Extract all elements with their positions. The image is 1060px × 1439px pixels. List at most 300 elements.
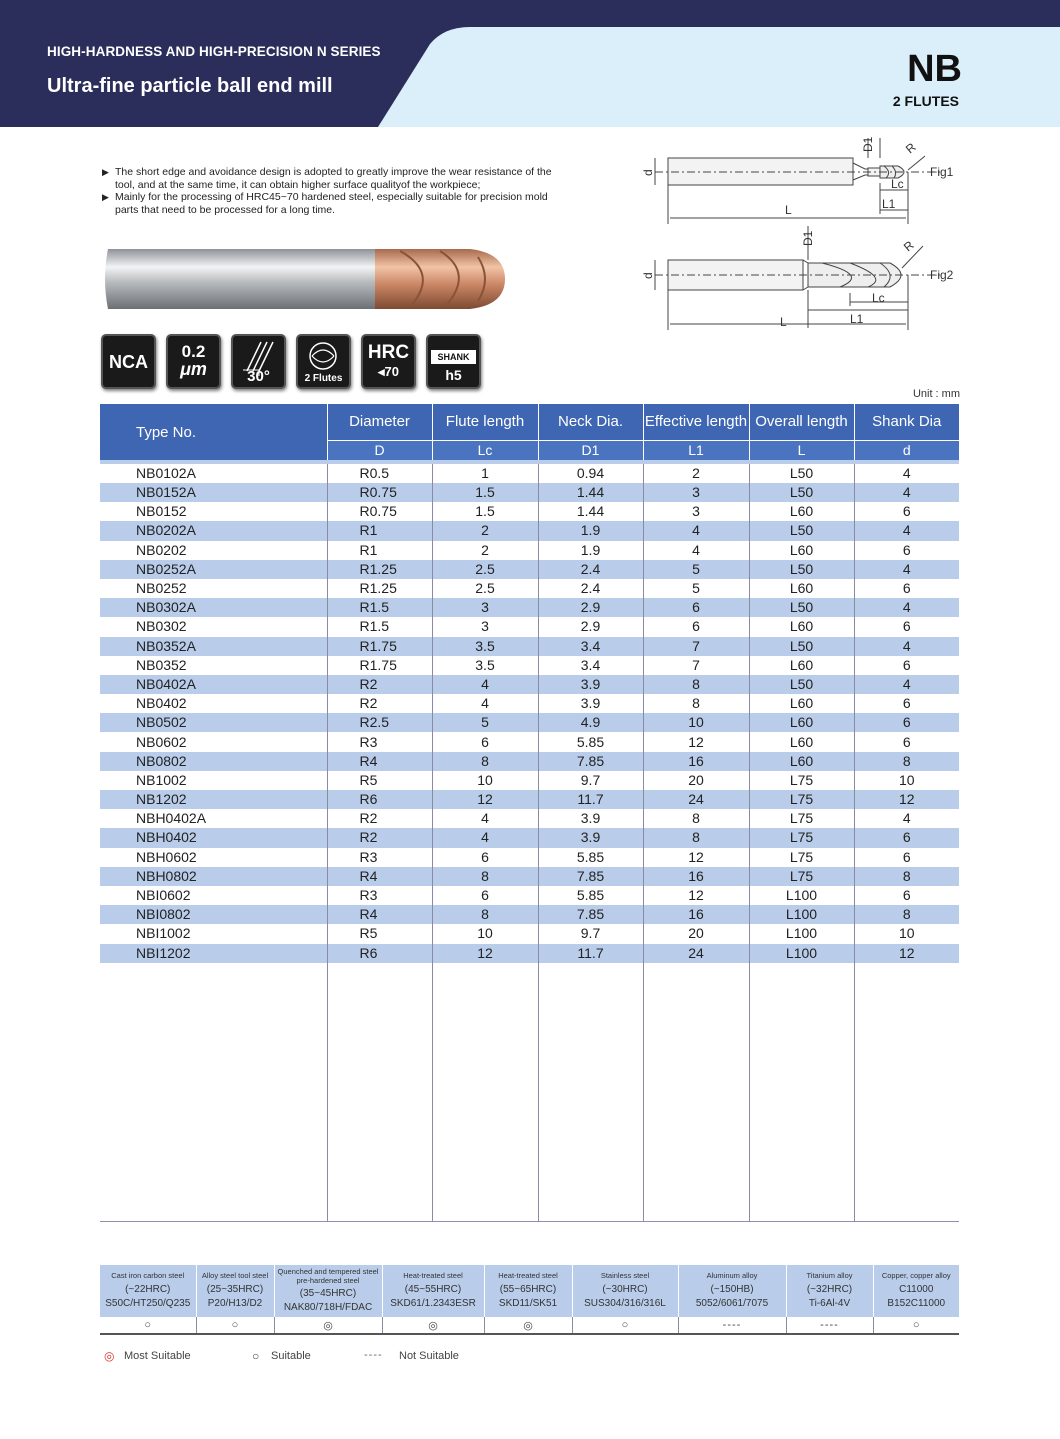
unit-label: Unit : mm (912, 388, 960, 400)
cell-shank-dia: 6 (902, 733, 911, 750)
cell-overall-length: L75 (749, 809, 854, 828)
cell-diameter: R2 (327, 675, 432, 694)
description-item: ▶ The short edge and avoidance design is adopted to greatly improve the wear resistance of the tool, and at the same time, it can obtain higher surface qualityof the workpiece; (102, 166, 572, 191)
table-row (100, 560, 959, 579)
most-suitable-icon: ◎ (274, 1317, 382, 1334)
cell-type-no: NB0202 (100, 541, 327, 560)
cell-flute-length: 4 (432, 694, 538, 713)
cell-flute-length: 5 (432, 713, 538, 732)
fig1-dim-d: d (641, 169, 655, 176)
table-row (100, 675, 959, 694)
material-hardness: (45~55HRC) (404, 1283, 462, 1295)
cell-shank-dia: 4 (854, 637, 959, 656)
cell-type-no: NB0802 (100, 752, 327, 771)
cell-neck-dia: 2.9 (538, 598, 643, 617)
cell-overall-length: L50 (749, 462, 854, 483)
cell-neck-dia: 1.9 (538, 521, 643, 540)
shank-tolerance-icon (426, 334, 481, 389)
product-code: NB (907, 48, 962, 90)
cell-type-no: NB1002 (100, 771, 327, 790)
cell-type-no: NB0302 (100, 617, 327, 636)
roughness-icon (166, 334, 221, 389)
cell-neck-dia: 1.44 (538, 502, 643, 521)
description-item: ▶ Mainly for the processing of HRC45~70 hardened steel, especially suitable for precision mold parts that need to be processed for a long time. (102, 191, 572, 216)
cell-flute-length: 4 (432, 675, 538, 694)
cell-type-no: NBH0602 (100, 848, 327, 867)
material-grades: B152C11000 (887, 1297, 946, 1309)
cell-type-no: NB0202A (100, 521, 327, 540)
fig1-dim-lc: Lc (891, 177, 904, 191)
cell-diameter: R2 (327, 809, 432, 828)
cell-diameter: R3 (327, 732, 432, 751)
cell-overall-length: L50 (749, 675, 854, 694)
cell-overall-length: L100 (749, 905, 854, 924)
cell-neck-dia: 5.85 (538, 732, 643, 751)
cell-diameter: R6 (327, 944, 432, 963)
cell-shank-dia: 6 (902, 695, 911, 712)
cell-flute-length: 4 (432, 828, 538, 847)
cell-effective-length: 8 (643, 694, 749, 713)
material-name: Cast iron carbon steel (111, 1271, 185, 1281)
material-grades: SKD11/SK51 (498, 1297, 558, 1309)
cell-diameter: R3 (327, 886, 432, 905)
fig2-dim-l: L (780, 315, 787, 329)
cell-effective-length: 24 (643, 790, 749, 809)
cell-effective-length: 5 (643, 579, 749, 598)
cell-neck-dia: 5.85 (538, 848, 643, 867)
table-row (100, 617, 959, 636)
legend-suitable: Suitable (271, 1350, 311, 1362)
fig1-dim-r: R (902, 139, 919, 157)
empty-cell (327, 963, 432, 1222)
cell-flute-length: 1 (432, 462, 538, 483)
cell-effective-length: 12 (643, 732, 749, 751)
table-row (100, 694, 959, 713)
cell-effective-length: 10 (643, 713, 749, 732)
description (102, 166, 572, 216)
cell-flute-length: 3 (432, 598, 538, 617)
cell-neck-dia: 3.4 (538, 637, 643, 656)
table-row (100, 867, 959, 886)
cell-type-no: NB0152 (100, 502, 327, 521)
cell-diameter: R1 (327, 521, 432, 540)
cell-overall-length: L75 (749, 790, 854, 809)
suitable-icon: ○ (572, 1317, 678, 1334)
table-filler-row (100, 963, 959, 1222)
cell-effective-length: 16 (643, 867, 749, 886)
table-row (100, 483, 959, 502)
cell-flute-length: 6 (432, 886, 538, 905)
cell-neck-dia: 3.9 (538, 694, 643, 713)
table-row (100, 732, 959, 751)
fig2-dim-r: R (900, 237, 917, 255)
cell-flute-length: 1.5 (432, 483, 538, 502)
material-column (484, 1265, 572, 1317)
material-rating-row (100, 1317, 959, 1334)
suitable-icon: ○ (100, 1317, 196, 1334)
material-name: Aluminum alloy (706, 1271, 758, 1281)
fig2-dim-l1: L1 (850, 312, 864, 326)
cell-type-no: NB0302A (100, 598, 327, 617)
cell-overall-length: L50 (749, 637, 854, 656)
cell-diameter: R1 (327, 541, 432, 560)
cell-diameter: R2 (327, 828, 432, 847)
cell-type-no: NB0352A (100, 637, 327, 656)
cell-overall-length: L60 (749, 502, 854, 521)
cell-flute-length: 3.5 (432, 656, 538, 675)
cell-neck-dia: 3.9 (538, 675, 643, 694)
flute-count: 2 FLUTES (892, 93, 959, 109)
material-name: Alloy steel tool steel (201, 1271, 269, 1281)
shank-label: SHANK (437, 352, 470, 362)
cell-diameter: R2.5 (327, 713, 432, 732)
table-row (100, 771, 959, 790)
fig1-dim-l1: L1 (882, 197, 896, 211)
col-symbol-lc: Lc (432, 440, 538, 462)
cell-shank-dia: 6 (854, 828, 959, 847)
legend-not-suitable: Not Suitable (399, 1350, 459, 1362)
cell-effective-length: 12 (643, 848, 749, 867)
cell-effective-length: 24 (643, 944, 749, 963)
cell-shank-dia: 12 (854, 944, 959, 963)
suitable-icon: ○ (196, 1317, 274, 1334)
cell-effective-length: 16 (643, 752, 749, 771)
cell-overall-length: L50 (749, 483, 854, 502)
table-row (100, 905, 959, 924)
cell-neck-dia: 11.7 (538, 790, 643, 809)
cell-shank-dia: 8 (854, 867, 959, 886)
cell-effective-length: 16 (643, 905, 749, 924)
cell-overall-length: L75 (749, 848, 854, 867)
cell-shank-dia: 4 (854, 483, 959, 502)
cell-overall-length: L75 (749, 771, 854, 790)
suitable-icon: ○ (252, 1349, 260, 1363)
cell-shank-dia: 4 (854, 560, 959, 579)
cell-flute-length: 10 (432, 771, 538, 790)
cell-flute-length: 3 (432, 617, 538, 636)
cell-overall-length: L100 (749, 886, 854, 905)
cell-type-no: NB0252A (100, 560, 327, 579)
series-title: HIGH-HARDNESS AND HIGH-PRECISION N SERIES (47, 44, 381, 59)
cell-type-no: NB0252 (100, 579, 327, 598)
cell-flute-length: 3.5 (432, 637, 538, 656)
cell-shank-dia: 12 (854, 790, 959, 809)
material-grades: NAK80/718H/FDAC (283, 1302, 373, 1313)
cell-flute-length: 8 (432, 752, 538, 771)
cell-diameter: R0.75 (327, 483, 432, 502)
cell-neck-dia: 9.7 (538, 771, 643, 790)
cell-diameter: R5 (327, 924, 432, 943)
cell-shank-dia: 6 (902, 580, 911, 597)
empty-cell (100, 963, 327, 1222)
cell-flute-length: 10 (432, 924, 538, 943)
cell-neck-dia: 3.9 (538, 809, 643, 828)
material-hardness: (55~65HRC) (499, 1283, 557, 1295)
material-grades: 5052/6061/7075 (695, 1297, 769, 1309)
cell-shank-dia: 6 (902, 848, 911, 865)
col-header-effective-length: Effective length (643, 404, 749, 440)
cell-diameter: R4 (327, 905, 432, 924)
material-grades: SKD61/1.2343ESR (390, 1297, 476, 1309)
cell-shank-dia: 8 (854, 752, 959, 771)
material-column (382, 1265, 484, 1317)
cell-diameter: R4 (327, 752, 432, 771)
not-suitable-icon: ---- (364, 1349, 383, 1361)
cell-type-no: NBH0402 (100, 828, 327, 847)
table-row (100, 886, 959, 905)
suitable-icon: ○ (873, 1317, 959, 1334)
material-hardness: (~30HRC) (602, 1283, 648, 1295)
table-row (100, 713, 959, 732)
cell-diameter: R4 (327, 867, 432, 886)
cell-flute-length: 2.5 (432, 579, 538, 598)
cell-shank-dia: 8 (854, 905, 959, 924)
cell-shank-dia: 4 (854, 462, 959, 483)
cell-neck-dia: 7.85 (538, 867, 643, 886)
spec-table (100, 404, 959, 1222)
material-grades: Ti-6Al-4V (808, 1297, 851, 1309)
legend-most-suitable: Most Suitable (124, 1350, 191, 1362)
cell-neck-dia: 7.85 (538, 752, 643, 771)
material-grades: SUS304/316/316L (584, 1297, 666, 1309)
fig2-dim-lc: Lc (872, 291, 885, 305)
material-hardness: (25~35HRC) (206, 1283, 264, 1295)
material-name: Titanium alloy (806, 1271, 853, 1281)
cell-neck-dia: 4.9 (538, 713, 643, 732)
empty-cell (432, 963, 538, 1222)
coating-label: NCA (109, 352, 148, 372)
table-row (100, 924, 959, 943)
fig1-label: Fig1 (930, 165, 954, 179)
col-symbol-l: L (749, 440, 854, 462)
hrc-label: HRC (367, 342, 410, 363)
cell-neck-dia: 3.4 (538, 656, 643, 675)
cell-type-no: NBH0402A (100, 809, 327, 828)
cell-type-no: NB0602 (100, 732, 327, 751)
material-column (678, 1265, 786, 1317)
empty-cell (538, 963, 643, 1222)
cell-diameter: R0.5 (327, 462, 432, 483)
cell-overall-length: L75 (749, 867, 854, 886)
cell-shank-dia: 10 (898, 771, 915, 788)
table-row (100, 637, 959, 656)
cell-overall-length: L50 (749, 560, 854, 579)
cell-shank-dia: 4 (854, 521, 959, 540)
col-header-type: Type No. (100, 404, 327, 462)
fig2-dim-d1: D1 (801, 230, 815, 246)
cell-type-no: NBH0802 (100, 867, 327, 886)
cell-effective-length: 3 (643, 502, 749, 521)
most-suitable-icon: ◎ (382, 1317, 484, 1334)
cell-overall-length: L60 (749, 713, 854, 732)
fig1-dim-l: L (785, 203, 792, 217)
cell-flute-length: 2.5 (432, 560, 538, 579)
material-hardness: C11000 (899, 1283, 934, 1295)
table-row (100, 598, 959, 617)
flutes-label: 2 Flutes (304, 373, 343, 384)
cell-neck-dia: 2.4 (538, 579, 643, 598)
material-column (873, 1265, 959, 1317)
cell-neck-dia: 7.85 (538, 905, 643, 924)
cell-effective-length: 20 (643, 771, 749, 790)
material-hardness: (~150HB) (710, 1283, 754, 1295)
cell-effective-length: 6 (643, 617, 749, 636)
cell-diameter: R3 (327, 848, 432, 867)
cell-shank-dia: 4 (902, 810, 911, 827)
cell-shank-dia: 6 (902, 541, 911, 558)
material-name: Stainless steel (600, 1271, 650, 1281)
cell-diameter: R1.75 (327, 656, 432, 675)
cell-overall-length: L60 (749, 732, 854, 751)
material-name: Heat-treated steel (498, 1271, 558, 1281)
material-name: Copper, copper alloy (881, 1271, 951, 1281)
cell-shank-dia: 6 (902, 618, 911, 635)
table-row (100, 541, 959, 560)
cell-type-no: NB0352 (100, 656, 327, 675)
cell-shank-dia: 4 (854, 598, 959, 617)
cell-diameter: R6 (327, 790, 432, 809)
cell-overall-length: L100 (749, 944, 854, 963)
cell-flute-length: 8 (432, 867, 538, 886)
col-header-flute-length: Flute length (432, 404, 538, 440)
product-subtitle: Ultra-fine particle ball end mill (47, 75, 333, 97)
cell-effective-length: 7 (643, 656, 749, 675)
cell-diameter: R1.5 (327, 617, 432, 636)
cell-effective-length: 5 (643, 560, 749, 579)
cell-effective-length: 3 (643, 483, 749, 502)
cell-type-no: NB0502 (100, 713, 327, 732)
empty-cell (643, 963, 749, 1222)
cell-overall-length: L75 (749, 828, 854, 847)
fig1-dim-d1: D1 (861, 136, 875, 152)
table-row (100, 828, 959, 847)
cell-effective-length: 6 (643, 598, 749, 617)
table-row (100, 752, 959, 771)
feature-icons (101, 334, 481, 389)
cell-effective-length: 4 (643, 541, 749, 560)
cell-type-no: NBI1002 (100, 924, 327, 943)
col-header-neck-dia: Neck Dia. (538, 404, 643, 440)
cell-type-no: NB0152A (100, 483, 327, 502)
cell-shank-dia: 6 (902, 887, 911, 904)
cell-type-no: NB0402 (100, 694, 327, 713)
material-column (100, 1265, 196, 1317)
cell-diameter: R1.25 (327, 560, 432, 579)
cell-diameter: R5 (327, 771, 432, 790)
cell-effective-length: 8 (643, 809, 749, 828)
not-suitable-icon: ---- (786, 1317, 873, 1334)
roughness-value: 0.2 (181, 342, 206, 361)
fig2-label: Fig2 (930, 268, 954, 282)
table-row (100, 656, 959, 675)
nca-coating-icon (101, 334, 156, 389)
col-header-diameter: Diameter (327, 404, 432, 440)
dimension-diagram (640, 128, 970, 345)
empty-cell (854, 963, 959, 1222)
material-column (274, 1265, 382, 1317)
shank-tolerance: h5 (445, 367, 462, 383)
fig2-dim-d: d (641, 272, 655, 279)
not-suitable-icon: ---- (678, 1317, 786, 1334)
cell-overall-length: L50 (749, 598, 854, 617)
material-grades: S50C/HT250/Q235 (105, 1297, 191, 1309)
cell-overall-length: L60 (749, 752, 854, 771)
cell-flute-length: 6 (432, 848, 538, 867)
cell-effective-length: 20 (643, 924, 749, 943)
col-symbol-d: D (327, 440, 432, 462)
cell-effective-length: 2 (643, 462, 749, 483)
cell-effective-length: 8 (643, 675, 749, 694)
material-column (786, 1265, 873, 1317)
tool-image (100, 243, 510, 320)
roughness-unit: μm (180, 359, 207, 379)
material-column (196, 1265, 274, 1317)
col-header-overall-length: Overall length (749, 404, 854, 440)
most-suitable-icon: ◎ (104, 1349, 115, 1363)
material-grades: P20/H13/D2 (207, 1297, 263, 1309)
cell-diameter: R2 (327, 694, 432, 713)
cell-neck-dia: 1.9 (538, 541, 643, 560)
cell-neck-dia: 0.94 (538, 462, 643, 483)
cell-effective-length: 7 (643, 637, 749, 656)
hrc-icon (361, 334, 416, 389)
cell-flute-length: 1.5 (432, 502, 538, 521)
most-suitable-icon: ◎ (484, 1317, 572, 1334)
cell-type-no: NB0102A (100, 462, 327, 483)
cell-flute-length: 12 (432, 944, 538, 963)
material-hardness: (35~45HRC) (299, 1288, 357, 1299)
cell-shank-dia: 6 (854, 713, 959, 732)
cell-neck-dia: 2.4 (538, 560, 643, 579)
table-row (100, 579, 959, 598)
col-symbol-d1: D1 (538, 440, 643, 462)
material-table (100, 1265, 959, 1335)
material-column (572, 1265, 678, 1317)
page-header (0, 0, 1060, 127)
table-row (100, 521, 959, 540)
cell-overall-length: L60 (749, 656, 854, 675)
table-row (100, 944, 959, 963)
cell-diameter: R1.75 (327, 637, 432, 656)
table-row (100, 848, 959, 867)
cell-neck-dia: 5.85 (538, 886, 643, 905)
cell-flute-length: 2 (432, 521, 538, 540)
material-name: Quenched and tempered steel pre-hardened steel (277, 1267, 379, 1285)
spec-table-body (100, 462, 959, 1222)
cell-flute-length: 4 (432, 809, 538, 828)
cell-flute-length: 8 (432, 905, 538, 924)
helix-angle: 30° (247, 368, 270, 385)
cell-neck-dia: 1.44 (538, 483, 643, 502)
table-row (100, 809, 959, 828)
cell-diameter: R1.5 (327, 598, 432, 617)
cell-type-no: NB0402A (100, 675, 327, 694)
cell-overall-length: L50 (749, 521, 854, 540)
cell-neck-dia: 9.7 (538, 924, 643, 943)
flutes-icon (296, 334, 351, 389)
cell-type-no: NBI0802 (100, 905, 327, 924)
cell-effective-length: 12 (643, 886, 749, 905)
cell-type-no: NB1202 (100, 790, 327, 809)
cell-overall-length: L60 (749, 541, 854, 560)
cell-neck-dia: 2.9 (538, 617, 643, 636)
cell-flute-length: 12 (432, 790, 538, 809)
cell-overall-length: L60 (749, 694, 854, 713)
cell-shank-dia: 10 (898, 925, 915, 942)
cell-overall-length: L60 (749, 579, 854, 598)
cell-type-no: NBI1202 (100, 944, 327, 963)
cell-neck-dia: 3.9 (538, 828, 643, 847)
